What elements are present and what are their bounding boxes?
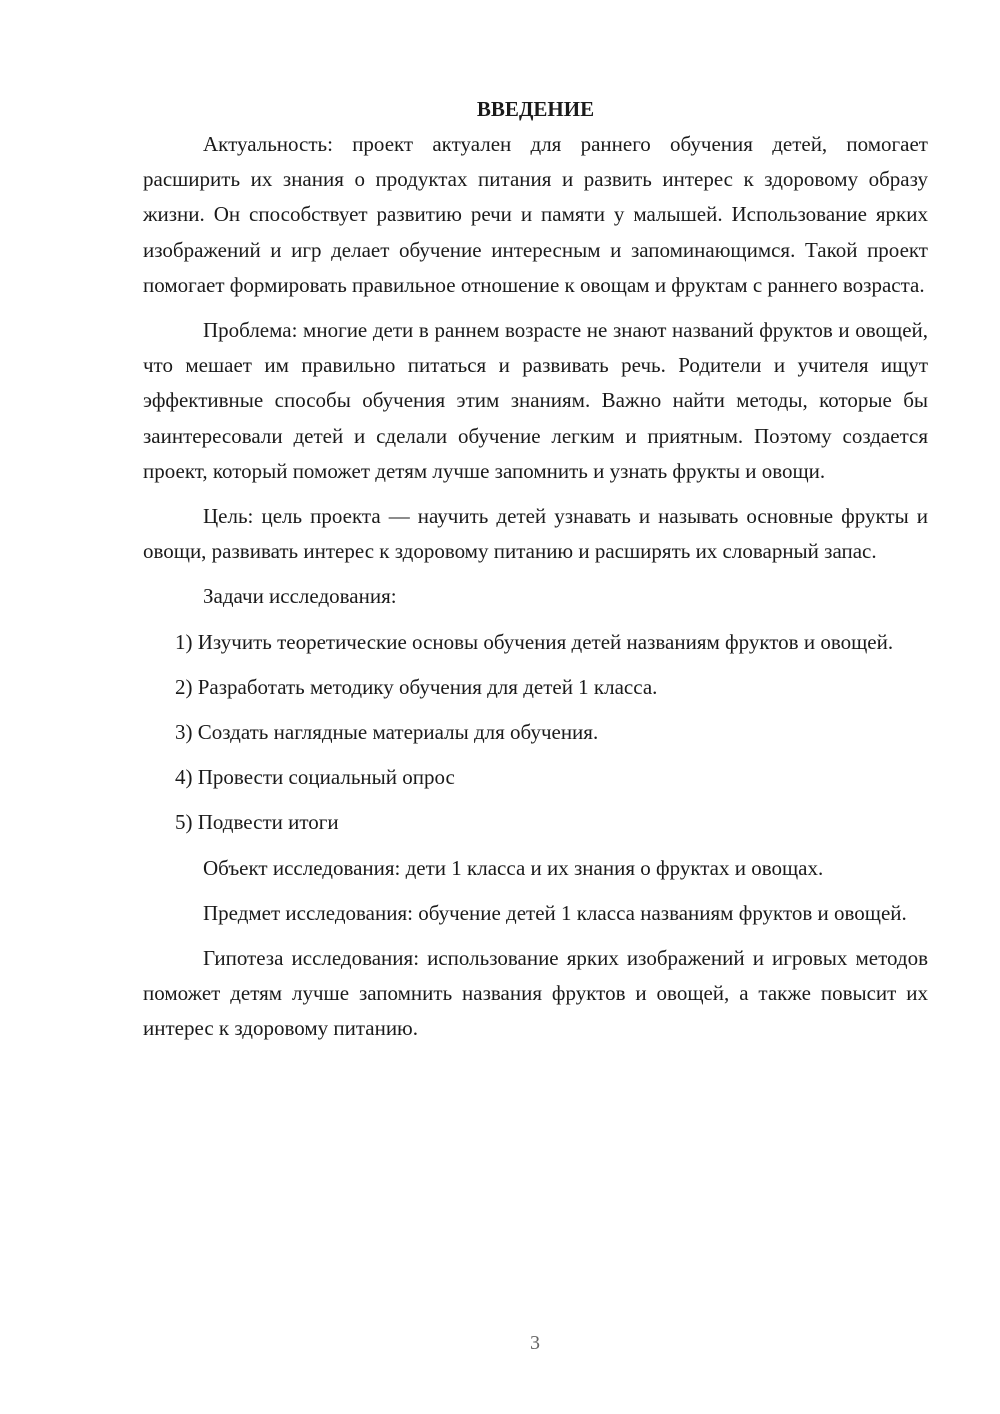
task-item-1: 1) Изучить теоретические основы обучения детей названиям фруктов и овощей. [175, 629, 894, 654]
document-page [143, 92, 928, 1057]
object-paragraph: Объект исследования: дети 1 класса и их знания о фруктах и овощах. [203, 855, 824, 880]
task-item-5: 5) Подвести итоги [175, 810, 339, 835]
task-item-3: 3) Создать наглядные материалы для обучения. [175, 720, 599, 745]
page-number: 3 [530, 1332, 540, 1354]
task-item-2: 2) Разработать методику обучения для детей 1 класса. [175, 674, 658, 699]
hypothesis-paragraph: Гипотеза исследования: использование ярких изображений и игровых методов поможет детям лучше запомнить названия фруктов и овощей, а также повысит их интерес к здоровому питанию. [143, 946, 928, 1041]
relevance-paragraph: Актуальность: проект актуален для раннего обучения детей, помогает расширить их знания о продуктах питания и развить интерес к здоровому образу жизни. Он способствует развитию речи и памяти у малышей. Использование ярких изображений и игр делает обучение интересным и запоминающимся. Такой проект помогает формировать правильное отношение к овощам и фруктам с раннего возраста. [143, 132, 928, 297]
problem-paragraph: Проблема: многие дети в раннем возрасте не знают названий фруктов и овощей, что мешает им правильно питаться и развивать речь. Родители и учителя ищут эффективные способы обучения этим знаниям. Важно найти методы, которые бы заинтересовали детей и сделали обучение легким и приятным. Поэтому создается проект, который поможет детям лучше запомнить и узнать фрукты и овощи. [143, 318, 928, 483]
tasks-list [143, 625, 928, 841]
subject-paragraph: Предмет исследования: обучение детей 1 класса названиям фруктов и овощей. [203, 900, 907, 925]
task-item-4: 4) Провести социальный опрос [175, 765, 455, 790]
goal-paragraph: Цель: цель проекта — научить детей узнавать и называть основные фрукты и овощи, развивать интерес к здоровому питанию и расширять их словарный запас. [143, 504, 928, 564]
section-title: ВВЕДЕНИЕ [476, 97, 595, 121]
tasks-heading: Задачи исследования: [203, 584, 397, 609]
